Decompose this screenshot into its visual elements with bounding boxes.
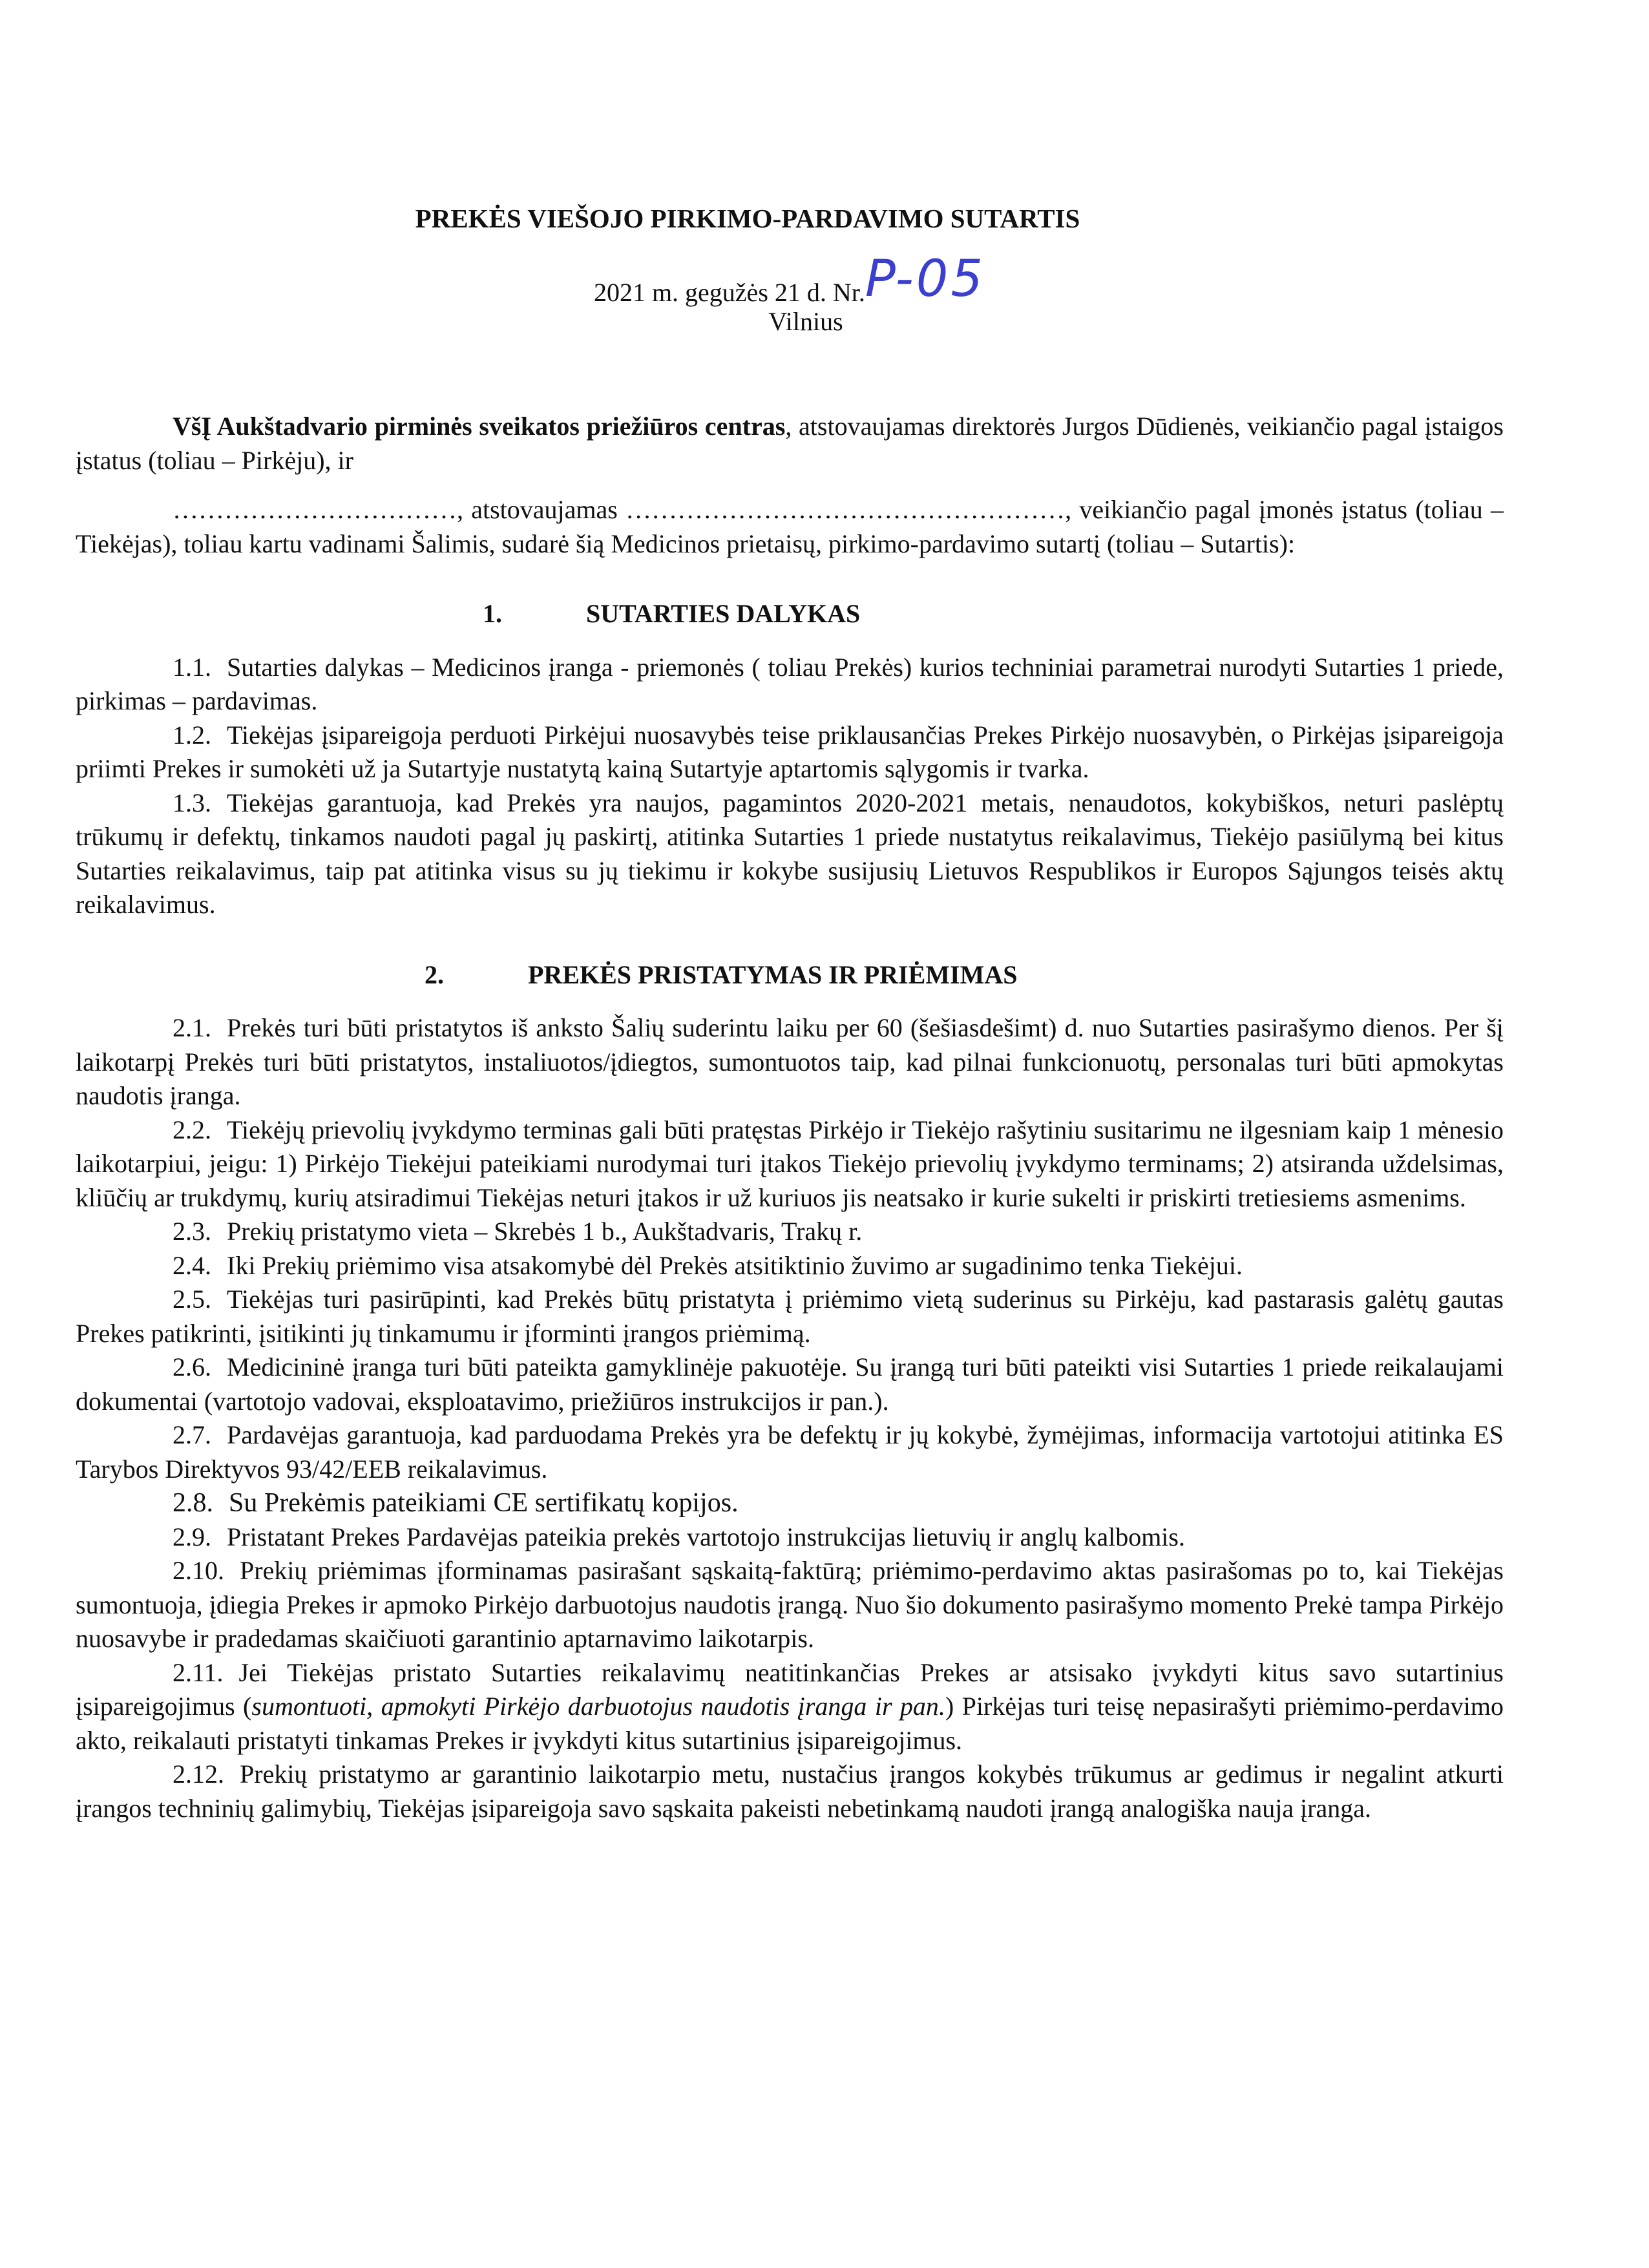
- document-city: Vilnius: [768, 307, 843, 336]
- document-date: [76, 250, 1504, 310]
- clause-number: 2.5.: [173, 1285, 211, 1314]
- clause-number: 2.11.: [173, 1657, 224, 1687]
- document-body: [76, 410, 1504, 1825]
- clause-number: 2.2.: [173, 1115, 211, 1144]
- section-heading-1: 1. SUTARTIES DALYKAS: [483, 599, 861, 628]
- clause-number: 2.3.: [173, 1217, 211, 1246]
- clause-number: 2.9.: [173, 1522, 211, 1551]
- clause-number: 2.10.: [173, 1556, 224, 1585]
- clause-2-5: 2.5. Tiekėjas turi pasirūpinti, kad Prekės būtų pristatyta į priėmimo vietą suderinus su Pirkėju, kad pastarasis galėtų gautas Prekes patikrinti, įsitikinti jų tinkamumu ir įforminti įrangos priėmimą.: [76, 1283, 1504, 1350]
- clause-number: 1.1.: [173, 652, 211, 682]
- clause-1-2: 1.2. Tiekėjas įsipareigoja perduoti Pirkėjui nuosavybės teise priklausančias Prekes Pirkėjo nuosavybėn, o Pirkėjas įsipareigoja priimti Prekes ir sumokėti už ja Sutartyje nustatytą kainą Sutartyje aptartomis sąlygomis ir tvarka.: [76, 719, 1504, 786]
- section-heading-2: 2. PREKĖS PRISTATYMAS IR PRIĖMIMAS: [425, 960, 1018, 989]
- clause-number: 2.12.: [173, 1759, 224, 1789]
- clause-number: 2.4.: [173, 1250, 211, 1280]
- clause-2-7: 2.7. Pardavėjas garantuoja, kad parduodama Prekės yra be defektų ir jų kokybė, žymėjimas, informacija vartotojui atitinka ES Tarybos Direktyvos 93/42/EEB reikalavimus.: [76, 1418, 1504, 1486]
- date-text: 2021 m. gegužės 21 d. Nr.: [593, 278, 865, 307]
- clause-1-3: 1.3. Tiekėjas garantuoja, kad Prekės yra naujos, pagamintos 2020-2021 metais, nenaudotos, kokybiškos, neturi paslėptų trūkumų ir defektų, tinkamos naudoti pagal jų paskirtį, atitinka Sutarties 1 priede nustatytus reikalavimus, Tiekėjo pasiūlymą bei kitus Sutarties reikalavimus, taip pat atitinka visus su jų tiekimu ir kokybe susijusių Lietuvos Respublikos ir Europos Sąjungos teisės aktų reikalavimus.: [76, 786, 1504, 922]
- handwritten-number: P-05: [865, 250, 986, 308]
- clause-2-9: 2.9. Pristatant Prekes Pardavėjas pateikia prekės vartotojo instrukcijas lietuvių ir anglų kalbomis.: [76, 1520, 1504, 1555]
- clause-2-6: 2.6. Medicininė įranga turi būti pateikta gamyklinėje pakuotėje. Su įrangą turi būti pateikti visi Sutarties 1 priede reikalaujami dokumentai (vartotojo vadovai, eksploatavimo, priežiūros instrukcijos ir pan.).: [76, 1350, 1504, 1418]
- clause-2-2: 2.2. Tiekėjų prievolių įvykdymo terminas gali būti pratęstas Pirkėjo ir Tiekėjo rašytiniu susitarimu ne ilgesniam kaip 1 mėnesio laikotarpiui, jeigu: 1) Pirkėjo Tiekėjui pateikiami nurodymai turi įtakos Tiekėjo prievolių įvykdymo terminams; 2) atsiranda uždelsimas, kliūčių ar trukdymų, kurių atsiradimui Tiekėjas neturi įtakos ir už kuriuos jis neatsako ir kurie sukelti ir priskirti tretiesiems asmenims.: [76, 1113, 1504, 1215]
- clause-number: 1.2.: [173, 720, 211, 750]
- clause-2-1: 2.1. Prekės turi būti pristatytos iš anksto Šalių suderintu laiku per 60 (šešiasdešimt) d. nuo Sutarties pasirašymo dienos. Per šį laikotarpį Prekės turi būti pristatytos, instaliuotos/įdiegtos, sumontuotos taip, kad pilnai funkcionuotų, personalas turi būti apmokytas naudotis įranga.: [76, 1011, 1504, 1113]
- preamble-party2: ……………………………, atstovaujamas ……………………………………………, veikiančio pagal įmonės įstatus (toliau – Tiekėjas), toliau kartu vadinami Šalimis, sudarė šią Medicinos prietaisų, pirkimo-pardavimo sutartį (toliau – Sutartis):: [76, 495, 1504, 558]
- clause-number: 1.3.: [173, 788, 211, 817]
- clause-1-1: 1.1. Sutarties dalykas – Medicinos įranga - priemonės ( toliau Prekės) kurios techniniai parametrai nurodyti Sutarties 1 priede, pirkimas – pardavimas.: [76, 651, 1504, 719]
- document-title: PREKĖS VIEŠOJO PIRKIMO-PARDAVIMO SUTARTIS: [415, 204, 1080, 233]
- clause-number: 2.6.: [173, 1352, 211, 1381]
- clause-2-3: 2.3. Prekių pristatymo vieta – Skrebės 1 b., Aukštadvaris, Trakų r.: [76, 1215, 1504, 1249]
- clause-2-4: 2.4. Iki Prekių priėmimo visa atsakomybė dėl Prekės atsitiktinio žuvimo ar sugadinimo tenka Tiekėjui.: [76, 1249, 1504, 1283]
- clause-2-11: 2.11. Jei Tiekėjas pristato Sutarties reikalavimų neatitinkančias Prekes ar atsisako įvykdyti kitus savo sutartinius įsipareigojimus (sumontuoti, apmokyti Pirkėjo darbuotojus naudotis įranga ir pan.) Pirkėjas turi teisę nepasirašyti priėmimo-perdavimo akto, reikalauti pristatyti tinkamas Prekes ir įvykdyti kitus sutartinius įsipareigojimus.: [76, 1656, 1504, 1758]
- clause-2-10: 2.10. Prekių priėmimas įforminamas pasirašant sąskaitą-faktūrą; priėmimo-perdavimo aktas pasirašomas po to, kai Tiekėjas sumontuoja, įdiegia Prekes ir apmoko Pirkėjo darbuotojus naudotis įrangą. Nuo šio dokumento pasirašymo momento Prekė tampa Pirkėjo nuosavybe ir pradedamas skaičiuoti garantinio aptarnavimo laikotarpis.: [76, 1554, 1504, 1656]
- clause-number: 2.8.: [173, 1488, 213, 1518]
- clause-number: 2.7.: [173, 1420, 211, 1449]
- clause-number: 2.1.: [173, 1013, 211, 1042]
- clause-2-12: 2.12. Prekių pristatymo ar garantinio laikotarpio metu, nustačius įrangos kokybės trūkumus ar gedimus ir negalint atkurti įrangos techninių galimybių, Tiekėjas įsipareigoja savo sąskaita pakeisti nebetinkamą naudoti įrangą analogiška nauja įranga.: [76, 1758, 1504, 1825]
- clause-2-8: 2.8. Su Prekėmis pateikiami CE sertifikatų kopijos.: [76, 1486, 1504, 1520]
- preamble-party1: VšĮ Aukštadvario pirminės sveikatos priežiūros centras, atstovaujamas direktorės Jurgos Dūdienės, veikiančio pagal įstaigos įstatus (toliau – Pirkėju), ir: [76, 412, 1504, 475]
